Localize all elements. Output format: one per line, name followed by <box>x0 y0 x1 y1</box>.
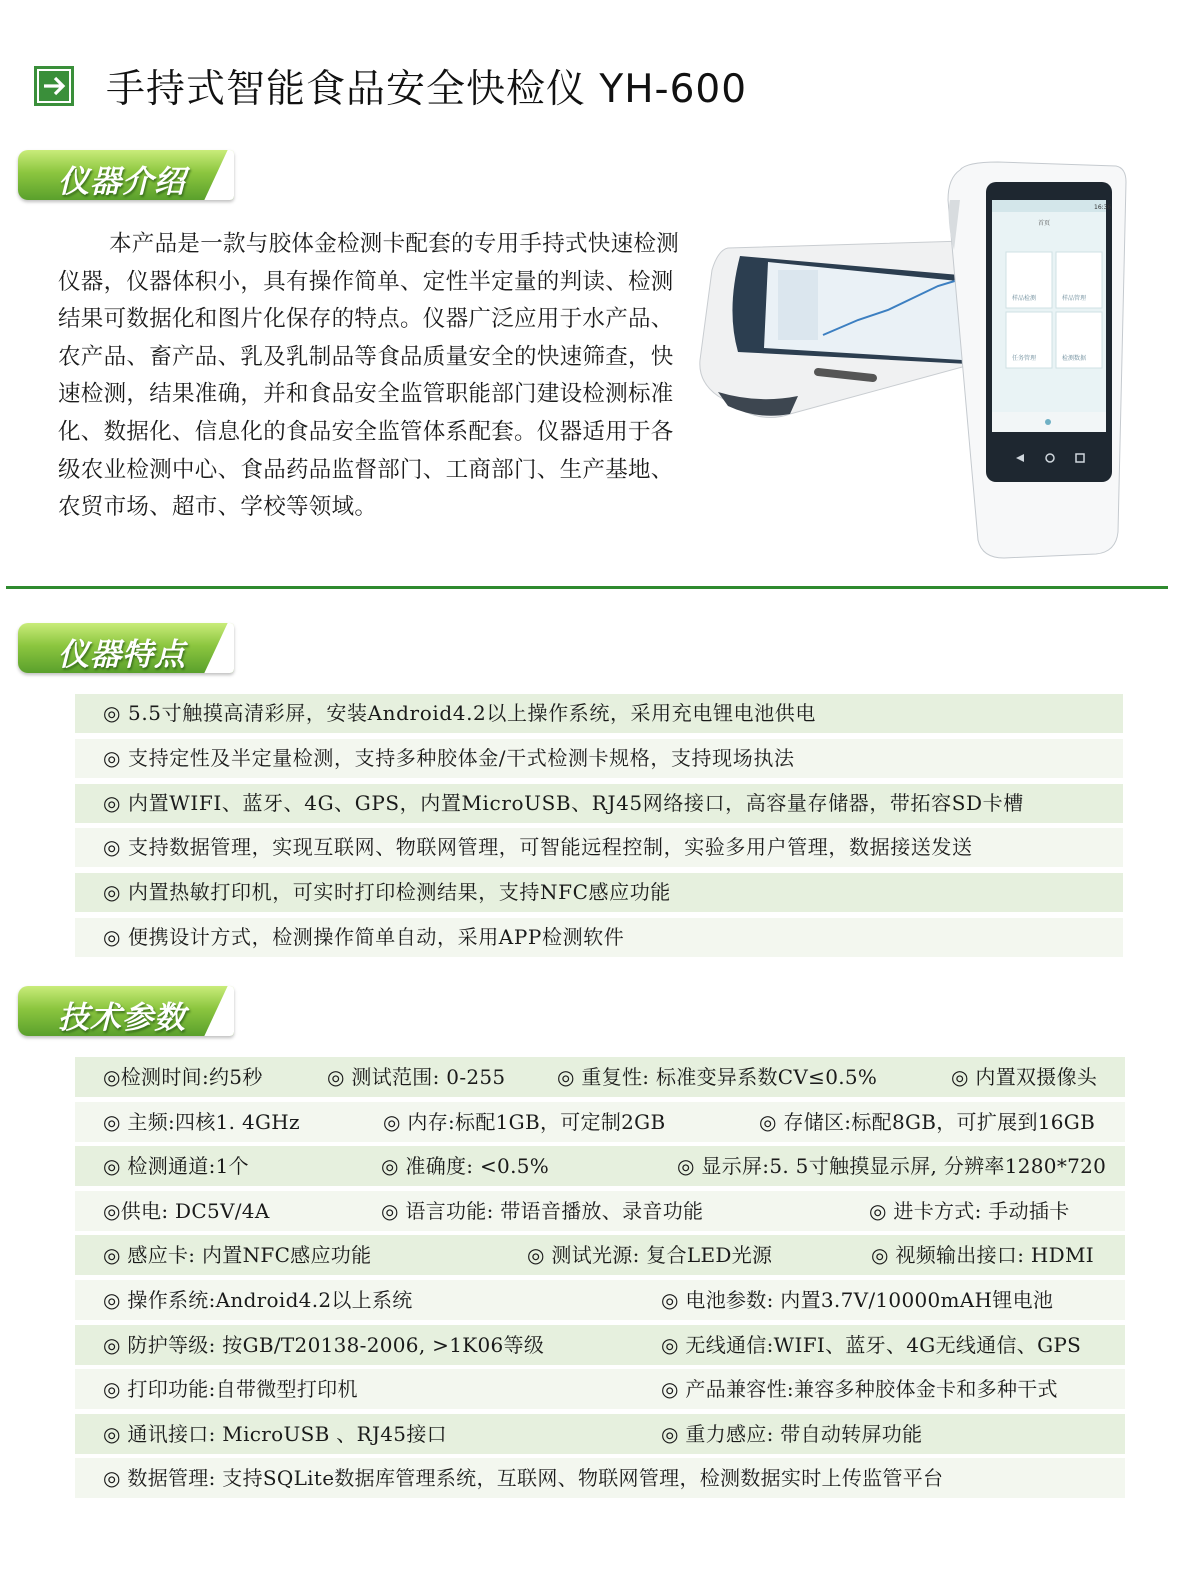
spec-cell: ◎ 防护等级: 按GB/T20138-2006, >1K06等级 <box>103 1332 545 1357</box>
spec-cell: ◎ 通讯接口: MicroUSB 、RJ45接口 <box>103 1421 447 1446</box>
svg-text:16:36: 16:36 <box>1094 204 1112 211</box>
spec-cell: ◎检测时间:约5秒 <box>103 1065 263 1089</box>
feature-item: ◎ 内置热敏打印机，可实时打印检测结果，支持NFC感应功能 <box>75 873 1123 912</box>
svg-text:任务管理: 任务管理 <box>1012 355 1037 362</box>
spec-row <box>75 1057 1125 1097</box>
feature-item: ◎ 支持定性及半定量检测，支持多种胶体金/干式检测卡规格，支持现场执法 <box>75 739 1123 778</box>
spec-table <box>75 1057 1125 1503</box>
spec-cell: ◎供电: DC5V/4A <box>103 1198 270 1223</box>
feature-list <box>75 694 1123 963</box>
spec-row <box>75 1414 1125 1454</box>
spec-cell: ◎ 电池参数: 内置3.7V/10000mAH锂电池 <box>661 1287 1054 1312</box>
spec-cell: ◎ 产品兼容性:兼容多种胶体金卡和多种干式 <box>661 1377 1058 1402</box>
feature-item: ◎ 便携设计方式，检测操作简单自动，采用APP检测软件 <box>75 918 1123 957</box>
spec-cell: ◎ 内存:标配1GB，可定制2GB <box>383 1109 666 1134</box>
svg-text:样品检测: 样品检测 <box>1012 295 1037 302</box>
svg-text:检测数据: 检测数据 <box>1062 355 1087 362</box>
spec-cell: ◎ 感应卡: 内置NFC感应功能 <box>103 1243 372 1268</box>
spec-row <box>75 1102 1125 1142</box>
spec-row <box>75 1325 1125 1365</box>
spec-cell: ◎ 视频输出接口: HDMI <box>871 1243 1094 1268</box>
section-divider <box>6 586 1168 589</box>
spec-row <box>75 1458 1125 1498</box>
spec-cell: ◎ 存储区:标配8GB，可扩展到16GB <box>759 1109 1096 1134</box>
spec-cell: ◎ 无线通信:WIFI、蓝牙、4G无线通信、GPS <box>661 1332 1082 1357</box>
spec-row <box>75 1280 1125 1320</box>
spec-row <box>75 1235 1125 1275</box>
spec-cell: ◎ 内置双摄像头 <box>951 1065 1098 1089</box>
spec-cell: ◎ 主频:四核1. 4GHz <box>103 1109 300 1134</box>
spec-cell: ◎ 显示屏:5. 5寸触摸显示屏, 分辨率1280*720 <box>677 1154 1107 1179</box>
section-heading-intro: 仪器介绍 <box>18 150 234 200</box>
spec-cell: ◎ 重复性: 标准变异系数CV≤0.5% <box>557 1065 878 1089</box>
section-heading-specs: 技术参数 <box>18 986 234 1036</box>
spec-cell: ◎ 准确度: <0.5% <box>381 1154 550 1179</box>
page-title: 手持式智能食品安全快检仪 YH-600 <box>106 67 748 112</box>
spec-row <box>75 1191 1125 1231</box>
spec-cell: ◎ 重力感应: 带自动转屏功能 <box>661 1421 923 1446</box>
svg-text:样品管理: 样品管理 <box>1062 295 1087 302</box>
spec-cell: ◎ 操作系统:Android4.2以上系统 <box>103 1287 413 1312</box>
feature-item: ◎ 内置WIFI、蓝牙、4G、GPS，内置MicroUSB、RJ45网络接口，高容量存储器，带拓容SD卡槽 <box>75 784 1123 823</box>
spec-cell: ◎ 打印功能:自带微型打印机 <box>103 1377 358 1402</box>
device-image <box>698 160 1138 560</box>
intro-paragraph: 本产品是一款与胶体金检测卡配套的专用手持式快速检测仪器，仪器体积小，具有操作简单、定性半定量的判读、检测结果可数据化和图片化保存的特点。仪器广泛应用于水产品、农产品、畜产品、乳及乳制品等食品质量安全的快速筛查，快速检测，结果准确，并和食品安全监管职能部门建设检测标准化、数据化、信息化的食品安全监管体系配套。仪器适用于各级农业检测中心、食品药品监督部门、工商部门、生产基地、农贸市场、超市、学校等领域。 <box>58 231 680 521</box>
spec-row <box>75 1146 1125 1186</box>
spec-cell: ◎ 进卡方式: 手动插卡 <box>869 1198 1070 1223</box>
spec-cell: ◎ 测试范围: 0-255 <box>327 1065 506 1089</box>
feature-item: ◎ 支持数据管理，实现互联网、物联网管理，可智能远程控制，实验多用户管理，数据接送发送 <box>75 828 1123 867</box>
spec-cell: ◎ 数据管理: 支持SQLite数据库管理系统，互联网、物联网管理，检测数据实时上传监管平台 <box>103 1466 944 1491</box>
svg-text:首页: 首页 <box>1038 220 1051 227</box>
arrow-right-icon <box>34 66 74 106</box>
feature-item: ◎ 5.5寸触摸高清彩屏，安装Android4.2以上操作系统，采用充电锂电池供电 <box>75 694 1123 733</box>
spec-cell: ◎ 检测通道:1个 <box>103 1154 249 1179</box>
spec-row <box>75 1369 1125 1409</box>
spec-cell: ◎ 测试光源: 复合LED光源 <box>527 1243 773 1268</box>
spec-cell: ◎ 语言功能: 带语音播放、录音功能 <box>381 1198 704 1223</box>
section-heading-features: 仪器特点 <box>18 623 234 673</box>
